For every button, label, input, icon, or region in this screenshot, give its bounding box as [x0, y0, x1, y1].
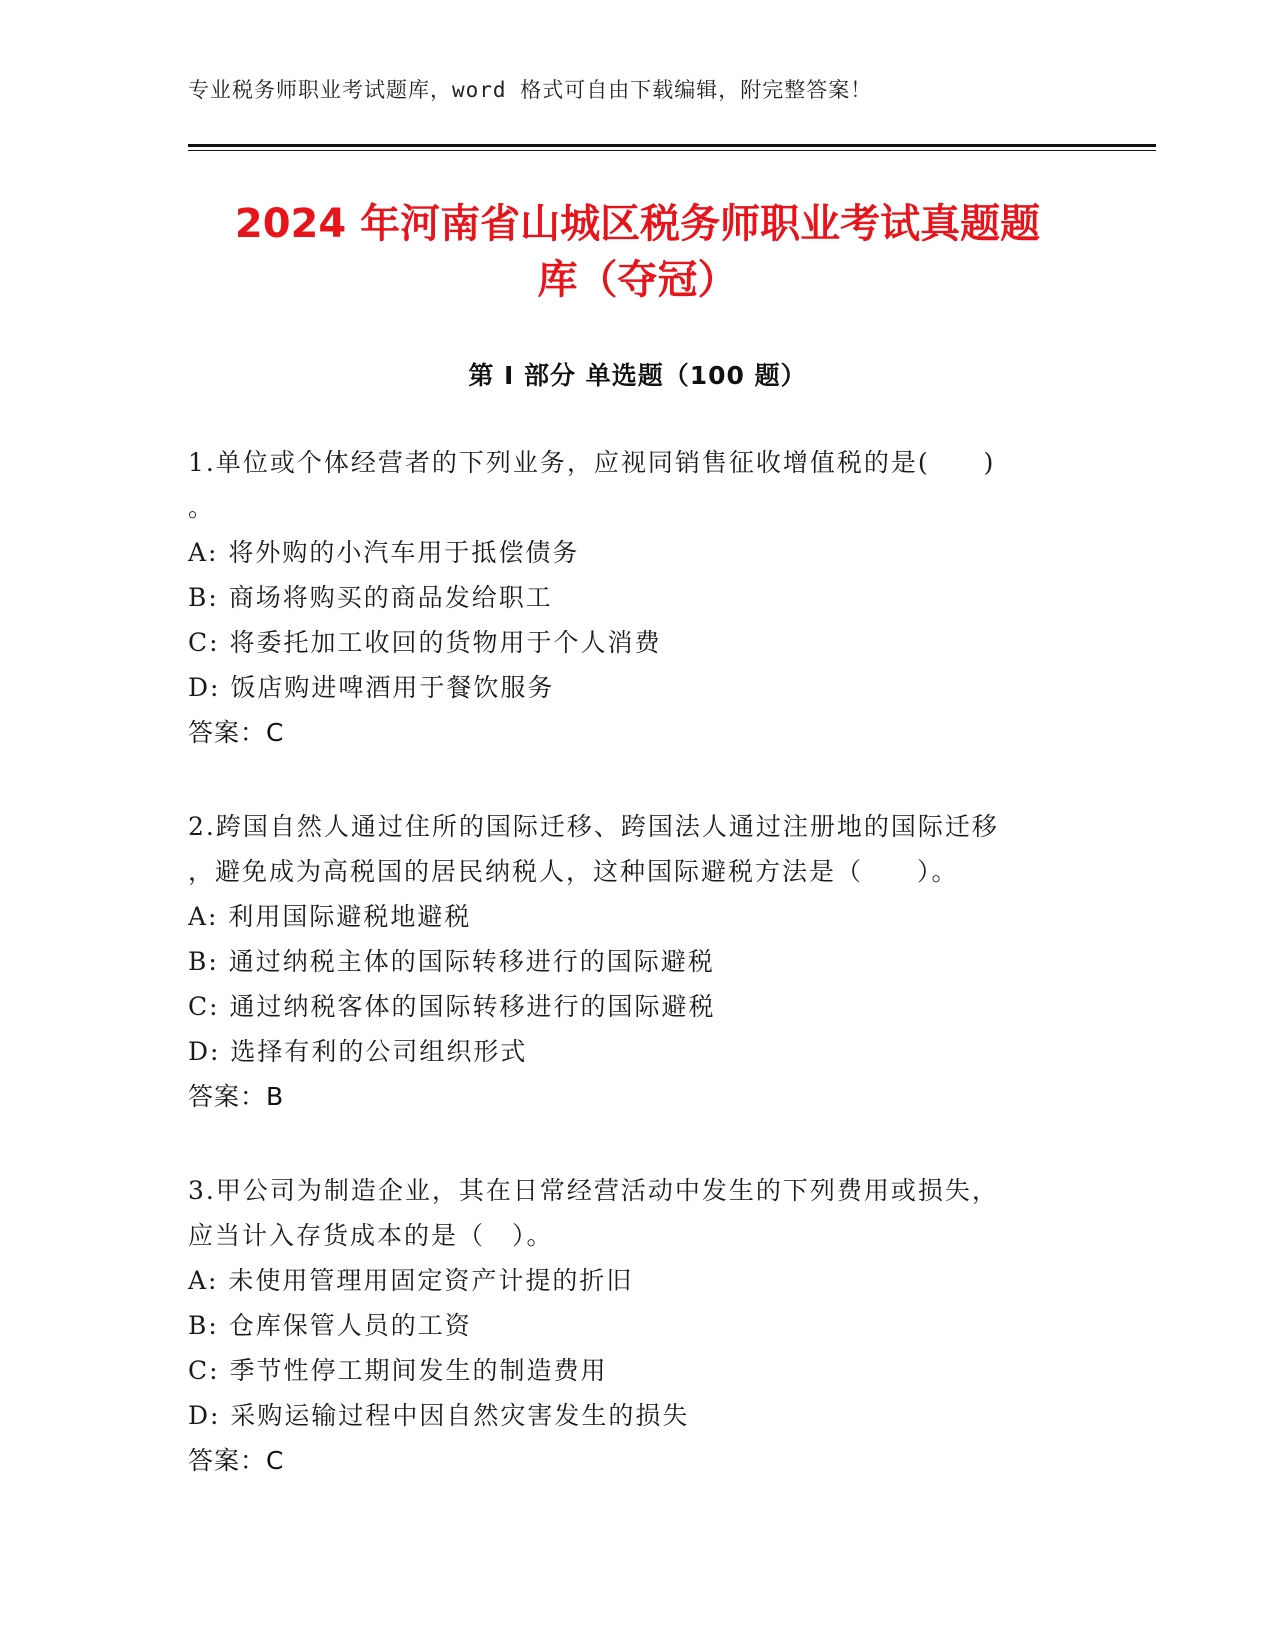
option-b: B: 仓库保管人员的工资	[188, 1311, 472, 1340]
option-c: C: 通过纳税客体的国际转移进行的国际避税	[188, 992, 716, 1021]
document-title	[160, 196, 1115, 308]
option-d: D: 饭店购进啤酒用于餐饮服务	[188, 673, 555, 702]
document-title-line-1: 2024 年河南省山城区税务师职业考试真题题	[234, 201, 1041, 247]
answer: 答案：B	[188, 1082, 285, 1111]
question-3	[188, 1168, 1068, 1483]
header-divider-thick	[188, 144, 1156, 147]
option-d: D: 采购运输过程中因自然灾害发生的损失	[188, 1401, 690, 1430]
option-b: B: 通过纳税主体的国际转移进行的国际避税	[188, 947, 715, 976]
option-d: D: 选择有利的公司组织形式	[188, 1037, 528, 1066]
header-divider-thin	[188, 150, 1156, 151]
question-stem-continued: 。	[188, 493, 216, 522]
option-a: A: 利用国际避税地避税	[188, 902, 472, 931]
option-b: B: 商场将购买的商品发给职工	[188, 583, 553, 612]
option-a: A: 将外购的小汽车用于抵偿债务	[188, 538, 580, 567]
question-stem: 1.单位或个体经营者的下列业务，应视同销售征收增值税的是( )	[188, 448, 996, 477]
option-c: C: 季节性停工期间发生的制造费用	[188, 1356, 608, 1385]
answer: 答案：C	[188, 1446, 285, 1475]
question-stem: 2.跨国自然人通过住所的国际迁移、跨国法人通过注册地的国际迁移	[188, 812, 999, 841]
option-a: A: 未使用管理用固定资产计提的折旧	[188, 1266, 634, 1295]
header-note: 专业税务师职业考试题库，word 格式可自由下载编辑，附完整答案！	[188, 78, 873, 102]
section-title: 第 I 部分 单选题（100 题）	[468, 361, 807, 390]
question-stem-continued: 应当计入存货成本的是（ ）。	[188, 1221, 554, 1250]
answer: 答案：C	[188, 718, 285, 747]
option-c: C: 将委托加工收回的货物用于个人消费	[188, 628, 662, 657]
question-stem: 3.甲公司为制造企业，其在日常经营活动中发生的下列费用或损失，	[188, 1176, 999, 1205]
question-stem-continued: ，避免成为高税国的居民纳税人，这种国际避税方法是（ ）。	[188, 857, 959, 886]
document-title-line-2: 库（夺冠）	[537, 257, 738, 303]
question-2	[188, 804, 1068, 1119]
question-1	[188, 440, 1068, 755]
